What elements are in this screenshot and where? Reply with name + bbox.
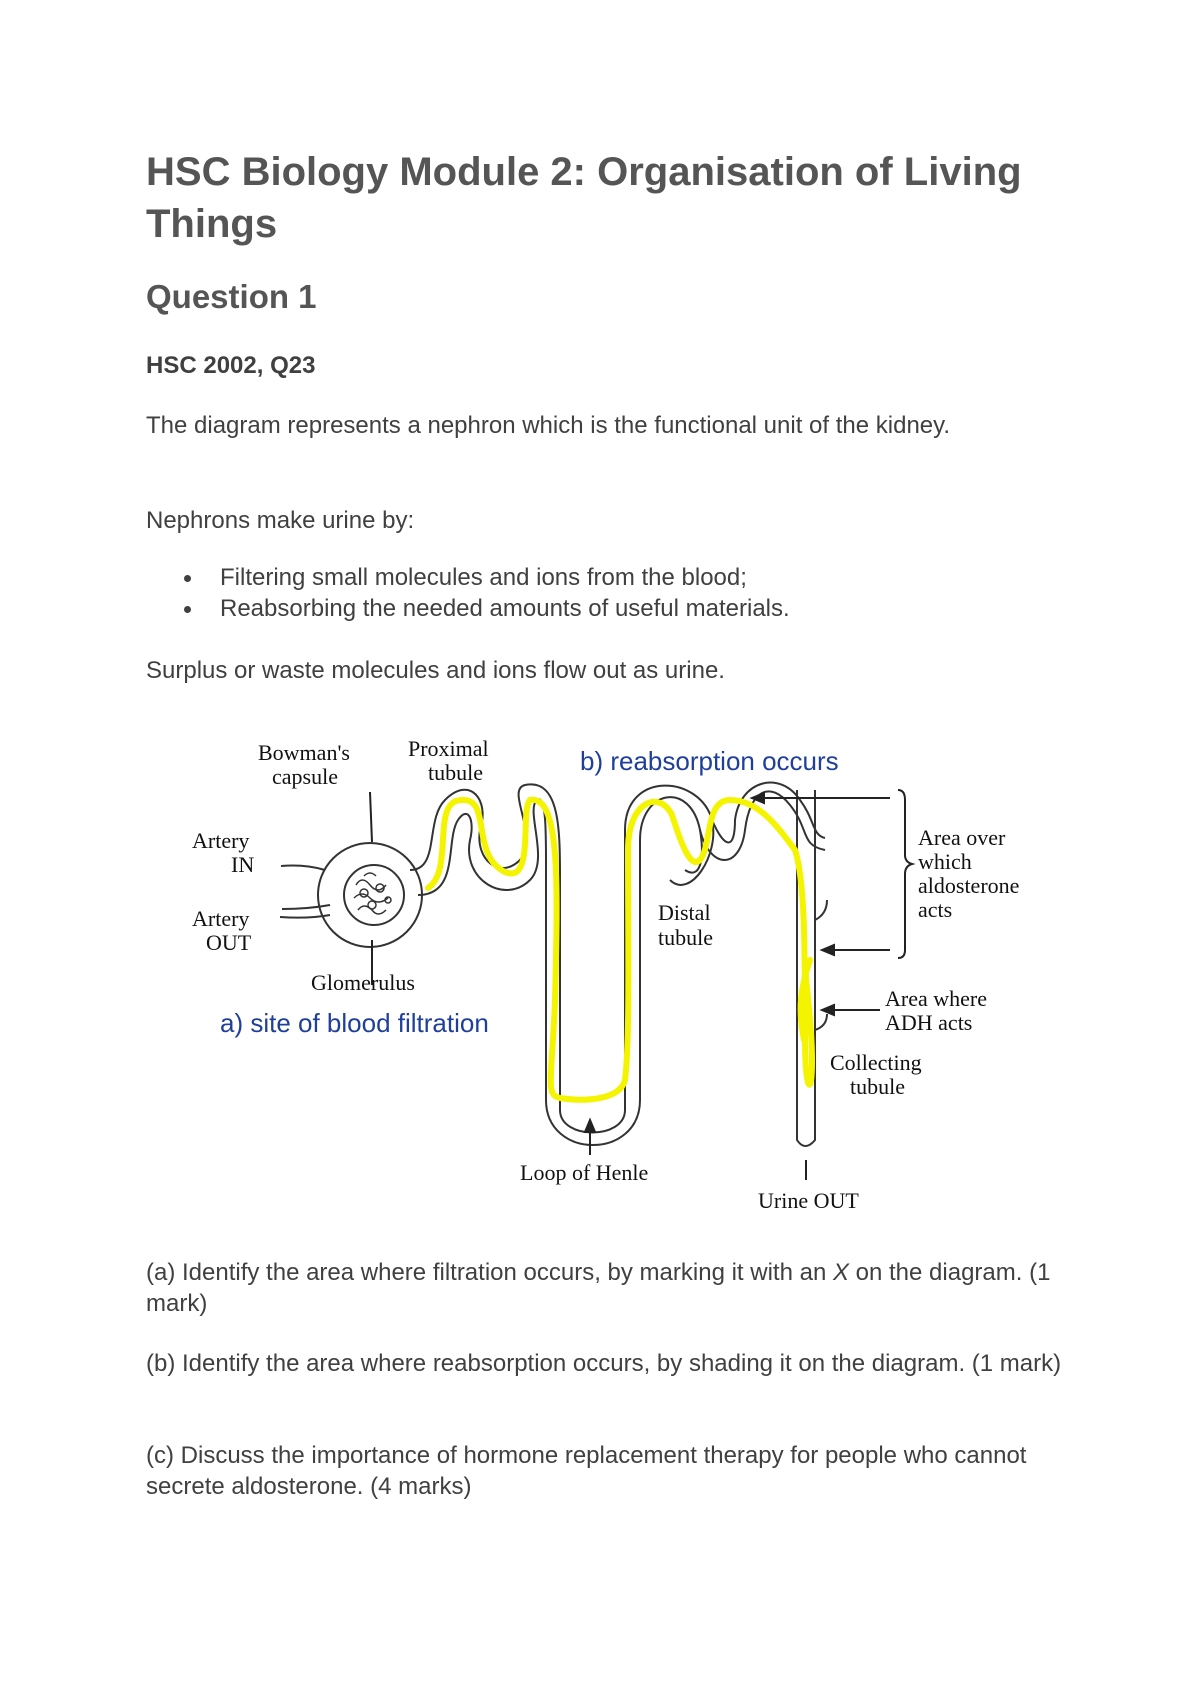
label-artery-in-2: IN (231, 852, 255, 877)
label-aldosterone-1: Area over (918, 825, 1006, 850)
label-adh-1: Area where (885, 986, 987, 1011)
label-urine-out: Urine OUT (758, 1188, 859, 1213)
question-a (146, 1257, 1066, 1319)
label-collecting-1: Collecting (830, 1050, 922, 1075)
label-artery-out-2: OUT (206, 930, 252, 955)
label-loop-of-henle: Loop of Henle (520, 1160, 649, 1185)
question-a-text-1: (a) Identify the area where filtration occurs, by marking it with an (146, 1259, 833, 1286)
annotation-reabsorption: b) reabsorption occurs (580, 746, 839, 776)
label-collecting-2: tubule (850, 1074, 905, 1099)
label-aldosterone-4: acts (918, 897, 953, 922)
label-bowmans-1: Bowman's (258, 740, 350, 765)
bullet-text: Filtering small molecules and ions from the blood; (220, 564, 747, 591)
question-c: (c) Discuss the importance of hormone replacement therapy for people who cannot secrete aldosterone. (4 marks) (146, 1442, 1027, 1500)
label-bowmans-2: capsule (272, 764, 338, 789)
label-proximal-1: Proximal (408, 736, 489, 761)
page-title: HSC Biology Module 2: Organisation of Living Things (146, 150, 1022, 246)
bullet-text: Reabsorbing the needed amounts of useful materials. (220, 595, 790, 622)
label-artery-in-1: Artery (192, 828, 250, 853)
intro-paragraph: The diagram represents a nephron which is the functional unit of the kidney. (146, 412, 951, 439)
label-distal-1: Distal (658, 900, 711, 925)
label-aldosterone-3: aldosterone (918, 873, 1020, 898)
question-a-text-2: on the diagram. (1 mark) (146, 1259, 1051, 1317)
surplus-paragraph: Surplus or waste molecules and ions flow out as urine. (146, 657, 725, 684)
question-a-x: X (832, 1259, 849, 1286)
lead-in-paragraph: Nephrons make urine by: (146, 507, 415, 534)
reabsorption-highlight (428, 800, 812, 1100)
question-b: (b) Identify the area where reabsorption occurs, by shading it on the diagram. (1 mark) (146, 1350, 1062, 1377)
label-adh-2: ADH acts (885, 1010, 973, 1035)
question-source: HSC 2002, Q23 (146, 352, 316, 379)
question-heading: Question 1 (146, 278, 317, 315)
label-aldosterone-2: which (918, 849, 972, 874)
glomerulus-shape (354, 873, 391, 914)
label-artery-out-1: Artery (192, 906, 250, 931)
label-glomerulus: Glomerulus (311, 970, 415, 995)
diagram-labels (192, 736, 1019, 1213)
bowmans-capsule-shape (318, 843, 422, 947)
label-distal-2: tubule (658, 925, 713, 950)
annotation-filtration: a) site of blood filtration (220, 1008, 489, 1038)
label-proximal-2: tubule (428, 760, 483, 785)
